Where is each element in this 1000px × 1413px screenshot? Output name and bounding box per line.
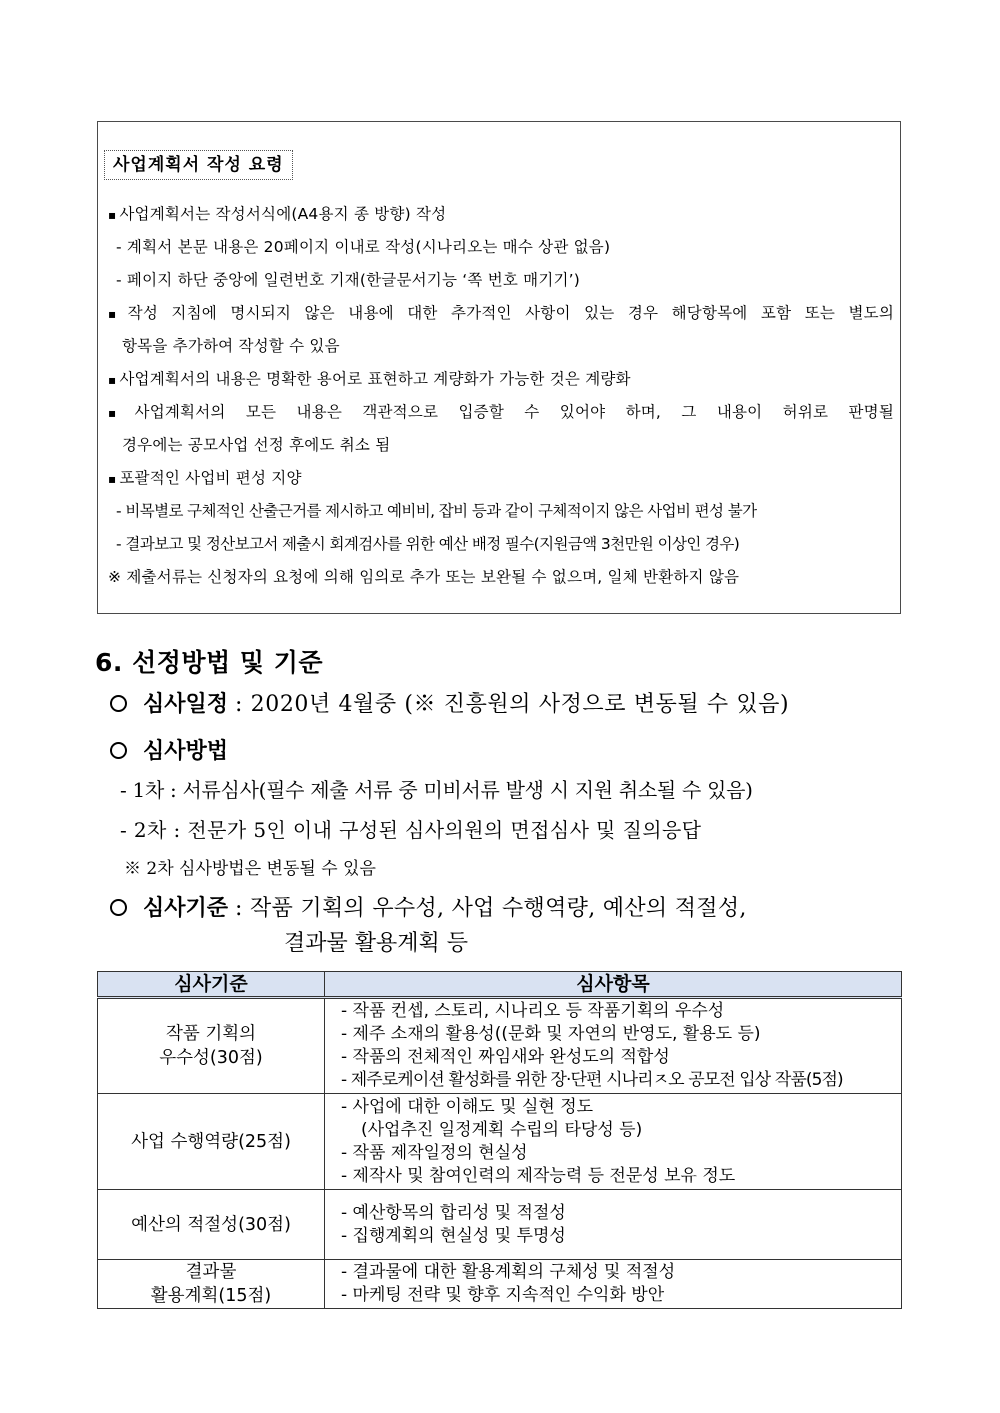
table-row: [98, 1094, 902, 1190]
criteria-table: [97, 971, 902, 1309]
list-item: - 제주 소재의 활용성((문화 및 자연의 반영도, 활용도 등): [341, 1024, 761, 1044]
section-title: 6. 선정방법 및 기준: [95, 648, 324, 677]
notice-line: ▪ 작성 지침에 명시되지 않은 내용에 대한 추가적인 사항이 있는 경우 해당항목에 포함 또는 별도의: [108, 301, 894, 334]
circle-bullet-icon: [110, 899, 127, 916]
notice-line: ▪ 사업계획서는 작성서식에(A4용지 종 방향) 작성: [108, 202, 894, 235]
notice-box: [97, 121, 901, 614]
table-header-row: [98, 972, 902, 998]
criterion-text: 예산의 적절성(30점): [131, 1214, 291, 1235]
list-item: - 작품 컨셉, 스토리, 시나리오 등 작품기획의 우수성: [341, 1001, 725, 1021]
list-item: - 작품 제작일정의 현실성: [341, 1142, 528, 1163]
method-first-round: - 1차 : 서류심사(필수 제출 서류 중 미비서류 발생 시 지원 취소될 수 있음): [120, 778, 753, 802]
criteria-line: [110, 892, 747, 925]
schedule-label: 심사일정: [143, 691, 229, 717]
notice-line: - 계획서 본문 내용은 20페이지 이내로 작성(시나리오는 매수 상관 없음): [116, 238, 611, 256]
list-item: (사업추진 일정계획 수립의 타당성 등): [361, 1119, 643, 1140]
notice-note: ※ 제출서류는 신청자의 요청에 의해 임의로 추가 또는 보완될 수 없으며, 일체 반환하지 않음: [108, 568, 740, 586]
list-item: - 작품의 전체적인 짜임새와 완성도의 적합성: [341, 1047, 670, 1067]
method-second-round: - 2차 : 전문가 5인 이내 구성된 심사의원의 면접심사 및 질의응답: [120, 818, 702, 842]
notice-box-lines: [108, 202, 894, 598]
table-row: [98, 1190, 902, 1260]
criterion-text: 활용계획(15점): [150, 1286, 272, 1306]
items-cell: [325, 998, 902, 1094]
notice-line: ▪ 포괄적인 사업비 편성 지양: [108, 466, 894, 499]
notice-line: - 비목별로 구체적인 산출근거를 제시하고 예비비, 잡비 등과 같이 구체적이지 않은 사업비 편성 불가: [116, 502, 757, 520]
notice-line: ▪ 사업계획서의 내용은 명확한 용어로 표현하고 계량화가 가능한 것은 계량화: [108, 367, 894, 400]
notice-line: - 결과보고 및 정산보고서 제출시 회계검사를 위한 예산 배정 필수(지원금액 3천만원 이상인 경우): [116, 535, 740, 553]
criterion-cell: [98, 1094, 325, 1190]
criterion-text: 작품 기획의: [165, 1024, 257, 1044]
list-item: - 마케팅 전략 및 향후 지속적인 수익화 방안: [341, 1285, 665, 1305]
list-item: - 집행계획의 현실성 및 투명성: [341, 1225, 566, 1246]
criteria-label: 심사기준: [143, 895, 229, 921]
items-cell: [325, 1190, 902, 1260]
criterion-text: 결과물: [185, 1262, 237, 1282]
notice-line: 항목을 추가하여 작성할 수 있음: [122, 337, 340, 355]
header-items: 심사항목: [325, 972, 902, 998]
notice-box-title: 사업계획서 작성 요령: [104, 150, 293, 180]
criteria-text: : 작품 기획의 우수성, 사업 수행역량, 예산의 적절성,: [235, 896, 747, 921]
notice-line: - 페이지 하단 중앙에 일련번호 기재(한글문서기능 ‘쪽 번호 매기기’): [116, 271, 581, 289]
method-line: [110, 735, 228, 768]
method-note: ※ 2차 심사방법은 변동될 수 있음: [124, 859, 376, 879]
list-item: - 예산항목의 합리성 및 적절성: [341, 1202, 566, 1223]
criterion-text: 우수성(30점): [159, 1048, 263, 1068]
notice-line: ▪ 사업계획서의 모든 내용은 객관적으로 입증할 수 있어야 하며, 그 내용이 허위로 판명될: [108, 400, 894, 433]
criterion-text: 사업 수행역량(25점): [131, 1131, 291, 1152]
header-criterion: 심사기준: [98, 972, 325, 998]
schedule-text: : 2020년 4월중 (※ 진흥원의 사정으로 변동될 수 있음): [235, 692, 790, 717]
criteria-text-continued: 결과물 활용계획 등: [284, 931, 469, 956]
circle-bullet-icon: [110, 742, 127, 759]
items-cell: [325, 1094, 902, 1190]
items-cell: [325, 1260, 902, 1309]
table-row: [98, 998, 902, 1094]
notice-line: 경우에는 공모사업 선정 후에도 취소 됨: [122, 436, 391, 454]
criterion-cell: [98, 1190, 325, 1260]
method-label: 심사방법: [143, 738, 229, 764]
list-item: - 제주로케이션 활성화를 위한 장·단편 시나리ㅈ오 공모전 입상 작품(5점): [341, 1070, 843, 1090]
list-item: - 제작사 및 참여인력의 제작능력 등 전문성 보유 정도: [341, 1165, 736, 1186]
criterion-cell: [98, 998, 325, 1094]
circle-bullet-icon: [110, 695, 127, 712]
criterion-cell: [98, 1260, 325, 1309]
list-item: - 사업에 대한 이해도 및 실현 정도: [341, 1096, 594, 1117]
list-item: - 결과물에 대한 활용계획의 구체성 및 적절성: [341, 1262, 676, 1282]
table-row: [98, 1260, 902, 1309]
schedule-line: [110, 688, 789, 721]
